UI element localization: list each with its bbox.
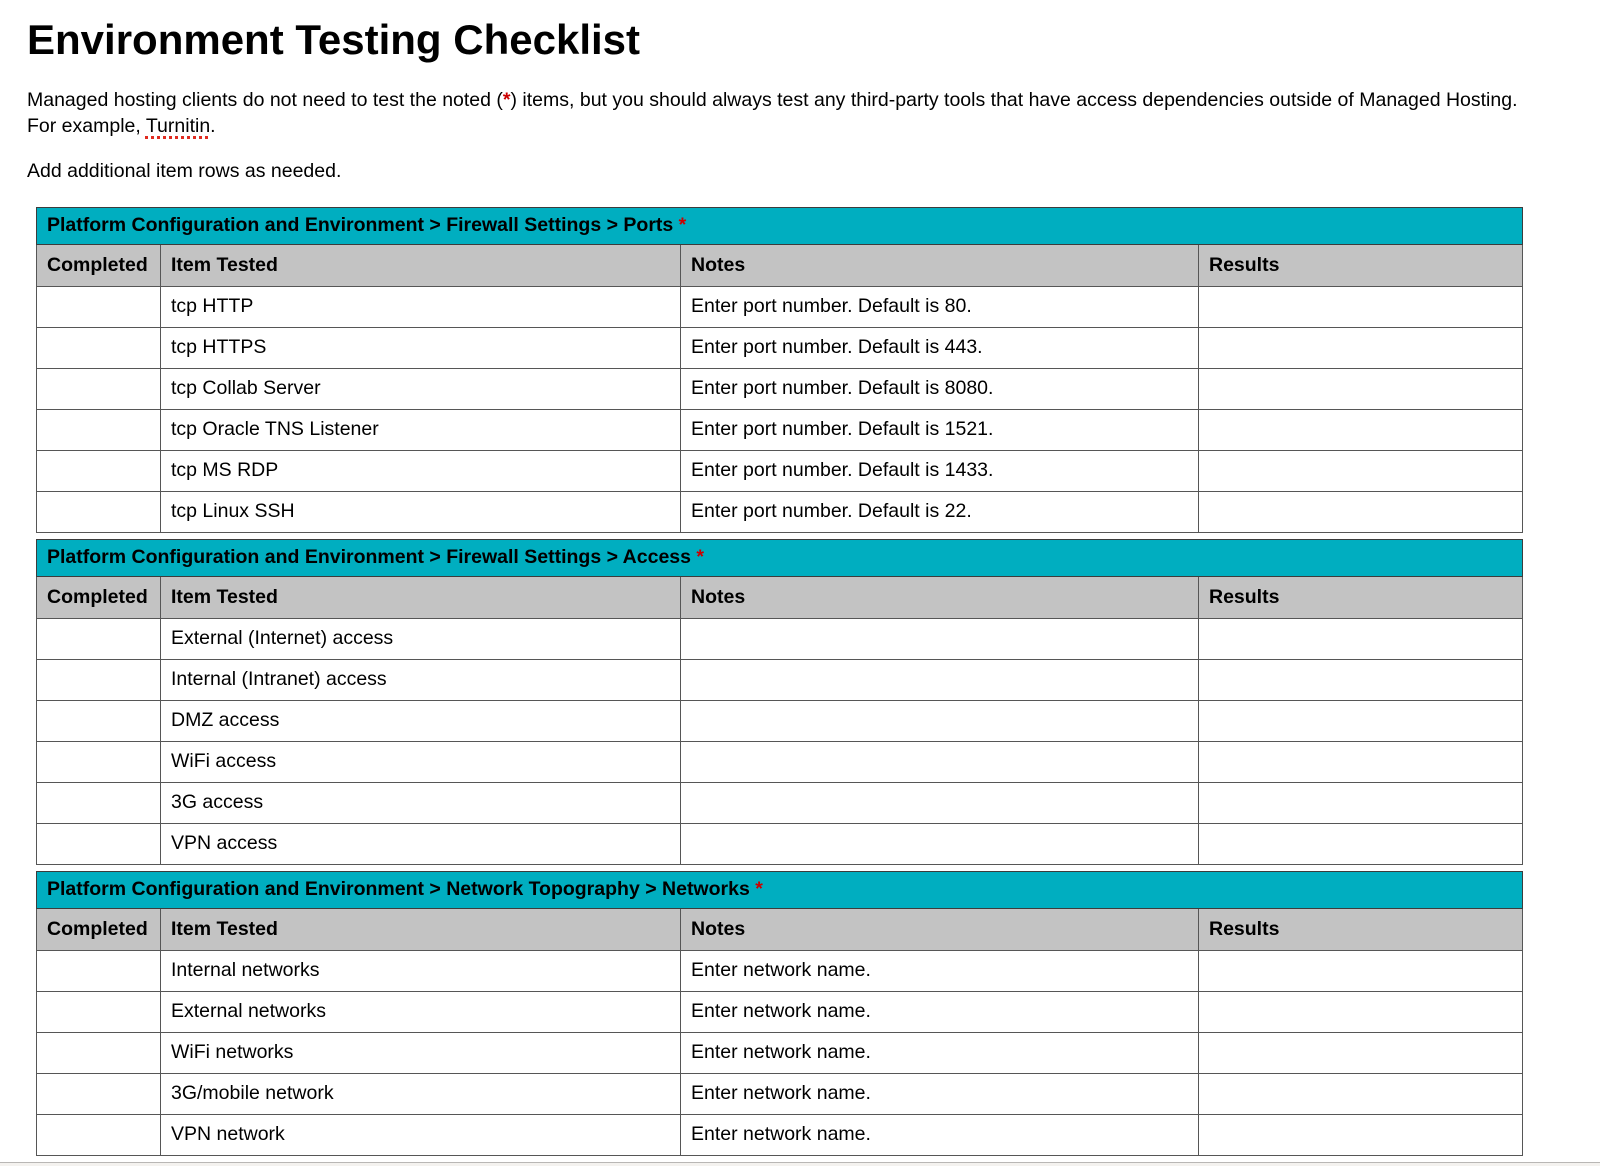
cell-completed[interactable]	[37, 782, 161, 823]
note-paragraph: Add additional item rows as needed.	[27, 160, 342, 182]
cell-results[interactable]	[1199, 659, 1523, 700]
intro-text-2: ) items, but you should always test any third-party tools that have access dependencies outside of Managed Hosting. For example,	[27, 89, 1518, 137]
cell-notes[interactable]: Enter network name.	[681, 1032, 1199, 1073]
checklist-table	[36, 871, 1523, 1156]
table-row	[37, 368, 1523, 409]
cell-item-tested: Internal (Intranet) access	[161, 659, 681, 700]
cell-results[interactable]	[1199, 450, 1523, 491]
cell-results[interactable]	[1199, 1032, 1523, 1073]
section-header-row	[37, 539, 1523, 576]
table-row	[37, 782, 1523, 823]
intro-text-1: Managed hosting clients do not need to test the noted (	[27, 89, 503, 111]
cell-item-tested: tcp HTTPS	[161, 327, 681, 368]
section-title: Platform Configuration and Environment > Network Topography > Networks	[47, 878, 750, 900]
cell-item-tested: WiFi networks	[161, 1032, 681, 1073]
table-row	[37, 1073, 1523, 1114]
cell-completed[interactable]	[37, 450, 161, 491]
cell-results[interactable]	[1199, 700, 1523, 741]
table-row	[37, 618, 1523, 659]
cell-item-tested: WiFi access	[161, 741, 681, 782]
section-header-row	[37, 871, 1523, 908]
table-row	[37, 700, 1523, 741]
column-header-notes: Notes	[681, 908, 1199, 950]
cell-completed[interactable]	[37, 327, 161, 368]
cell-completed[interactable]	[37, 950, 161, 991]
cell-notes[interactable]: Enter network name.	[681, 1114, 1199, 1155]
cell-completed[interactable]	[37, 741, 161, 782]
cell-completed[interactable]	[37, 368, 161, 409]
table-row	[37, 409, 1523, 450]
cell-notes[interactable]	[681, 741, 1199, 782]
column-header-completed: Completed	[37, 576, 161, 618]
cell-item-tested: External (Internet) access	[161, 618, 681, 659]
section-body	[37, 286, 1523, 532]
section-title: Platform Configuration and Environment > Firewall Settings > Access	[47, 546, 691, 568]
column-header-results: Results	[1199, 244, 1523, 286]
cell-results[interactable]	[1199, 782, 1523, 823]
cell-notes[interactable]: Enter port number. Default is 8080.	[681, 368, 1199, 409]
section-body	[37, 618, 1523, 864]
cell-results[interactable]	[1199, 991, 1523, 1032]
cell-completed[interactable]	[37, 700, 161, 741]
table-row	[37, 823, 1523, 864]
cell-item-tested: Internal networks	[161, 950, 681, 991]
table-row	[37, 327, 1523, 368]
cell-item-tested: tcp Linux SSH	[161, 491, 681, 532]
cell-completed[interactable]	[37, 1114, 161, 1155]
cell-notes[interactable]: Enter port number. Default is 1521.	[681, 409, 1199, 450]
table-row	[37, 950, 1523, 991]
cell-results[interactable]	[1199, 618, 1523, 659]
cell-notes[interactable]	[681, 823, 1199, 864]
cell-notes[interactable]: Enter port number. Default is 1433.	[681, 450, 1199, 491]
cell-item-tested: tcp MS RDP	[161, 450, 681, 491]
required-asterisk: *	[755, 878, 763, 900]
cell-completed[interactable]	[37, 991, 161, 1032]
cell-item-tested: tcp Oracle TNS Listener	[161, 409, 681, 450]
cell-notes[interactable]	[681, 700, 1199, 741]
cell-item-tested: DMZ access	[161, 700, 681, 741]
section-title: Platform Configuration and Environment > Firewall Settings > Ports	[47, 214, 674, 236]
page-title: Environment Testing Checklist	[27, 16, 640, 63]
cell-notes[interactable]: Enter port number. Default is 443.	[681, 327, 1199, 368]
table-row	[37, 491, 1523, 532]
column-header-results: Results	[1199, 908, 1523, 950]
cell-notes[interactable]	[681, 618, 1199, 659]
section-body	[37, 950, 1523, 1155]
cell-completed[interactable]	[37, 1073, 161, 1114]
table-row	[37, 286, 1523, 327]
cell-completed[interactable]	[37, 286, 161, 327]
table-row	[37, 741, 1523, 782]
column-header-row	[37, 576, 1523, 618]
cell-completed[interactable]	[37, 659, 161, 700]
table-row	[37, 450, 1523, 491]
cell-notes[interactable]	[681, 782, 1199, 823]
section-title-cell	[37, 207, 1523, 244]
table-row	[37, 1032, 1523, 1073]
cell-item-tested: 3G/mobile network	[161, 1073, 681, 1114]
required-asterisk: *	[502, 89, 511, 111]
table-row	[37, 991, 1523, 1032]
cell-results[interactable]	[1199, 950, 1523, 991]
cell-notes[interactable]: Enter network name.	[681, 950, 1199, 991]
cell-completed[interactable]	[37, 409, 161, 450]
column-header-row	[37, 244, 1523, 286]
intro-text-3: .	[210, 114, 216, 137]
cell-completed[interactable]	[37, 823, 161, 864]
cell-results[interactable]	[1199, 1073, 1523, 1114]
cell-item-tested: External networks	[161, 991, 681, 1032]
checklist-sections	[36, 207, 1600, 1156]
required-asterisk: *	[696, 546, 705, 568]
cell-results[interactable]	[1199, 823, 1523, 864]
column-header-item-tested: Item Tested	[161, 576, 681, 618]
column-header-results: Results	[1199, 576, 1523, 618]
required-asterisk: *	[678, 214, 687, 236]
column-header-notes: Notes	[681, 576, 1199, 618]
cell-completed[interactable]	[37, 618, 161, 659]
table-row	[37, 1114, 1523, 1155]
cell-notes[interactable]: Enter network name.	[681, 991, 1199, 1032]
cell-notes[interactable]: Enter network name.	[681, 1073, 1199, 1114]
checklist-table	[36, 207, 1523, 533]
cell-notes[interactable]: Enter port number. Default is 22.	[681, 491, 1199, 532]
misspelled-word: Turnitin	[145, 114, 211, 137]
section-title-cell	[37, 871, 1523, 908]
cell-item-tested: VPN access	[161, 823, 681, 864]
cell-results[interactable]	[1199, 1114, 1523, 1155]
cell-results[interactable]	[1199, 741, 1523, 782]
cell-results[interactable]	[1199, 286, 1523, 327]
cell-item-tested: tcp Collab Server	[161, 368, 681, 409]
page-bottom-margin	[0, 1162, 1600, 1166]
cell-results[interactable]	[1199, 327, 1523, 368]
section-title-cell	[37, 539, 1523, 576]
cell-item-tested: 3G access	[161, 782, 681, 823]
cell-notes[interactable]: Enter port number. Default is 80.	[681, 286, 1199, 327]
section-header-row	[37, 207, 1523, 244]
intro-paragraph	[27, 88, 1520, 139]
cell-results[interactable]	[1199, 491, 1523, 532]
cell-completed[interactable]	[37, 491, 161, 532]
cell-results[interactable]	[1199, 409, 1523, 450]
cell-item-tested: VPN network	[161, 1114, 681, 1155]
column-header-completed: Completed	[37, 908, 161, 950]
column-header-row	[37, 908, 1523, 950]
cell-notes[interactable]	[681, 659, 1199, 700]
document-page	[0, 16, 1600, 1156]
column-header-item-tested: Item Tested	[161, 908, 681, 950]
column-header-completed: Completed	[37, 244, 161, 286]
table-row	[37, 659, 1523, 700]
cell-completed[interactable]	[37, 1032, 161, 1073]
cell-item-tested: tcp HTTP	[161, 286, 681, 327]
checklist-table	[36, 539, 1523, 865]
cell-results[interactable]	[1199, 368, 1523, 409]
column-header-notes: Notes	[681, 244, 1199, 286]
column-header-item-tested: Item Tested	[161, 244, 681, 286]
